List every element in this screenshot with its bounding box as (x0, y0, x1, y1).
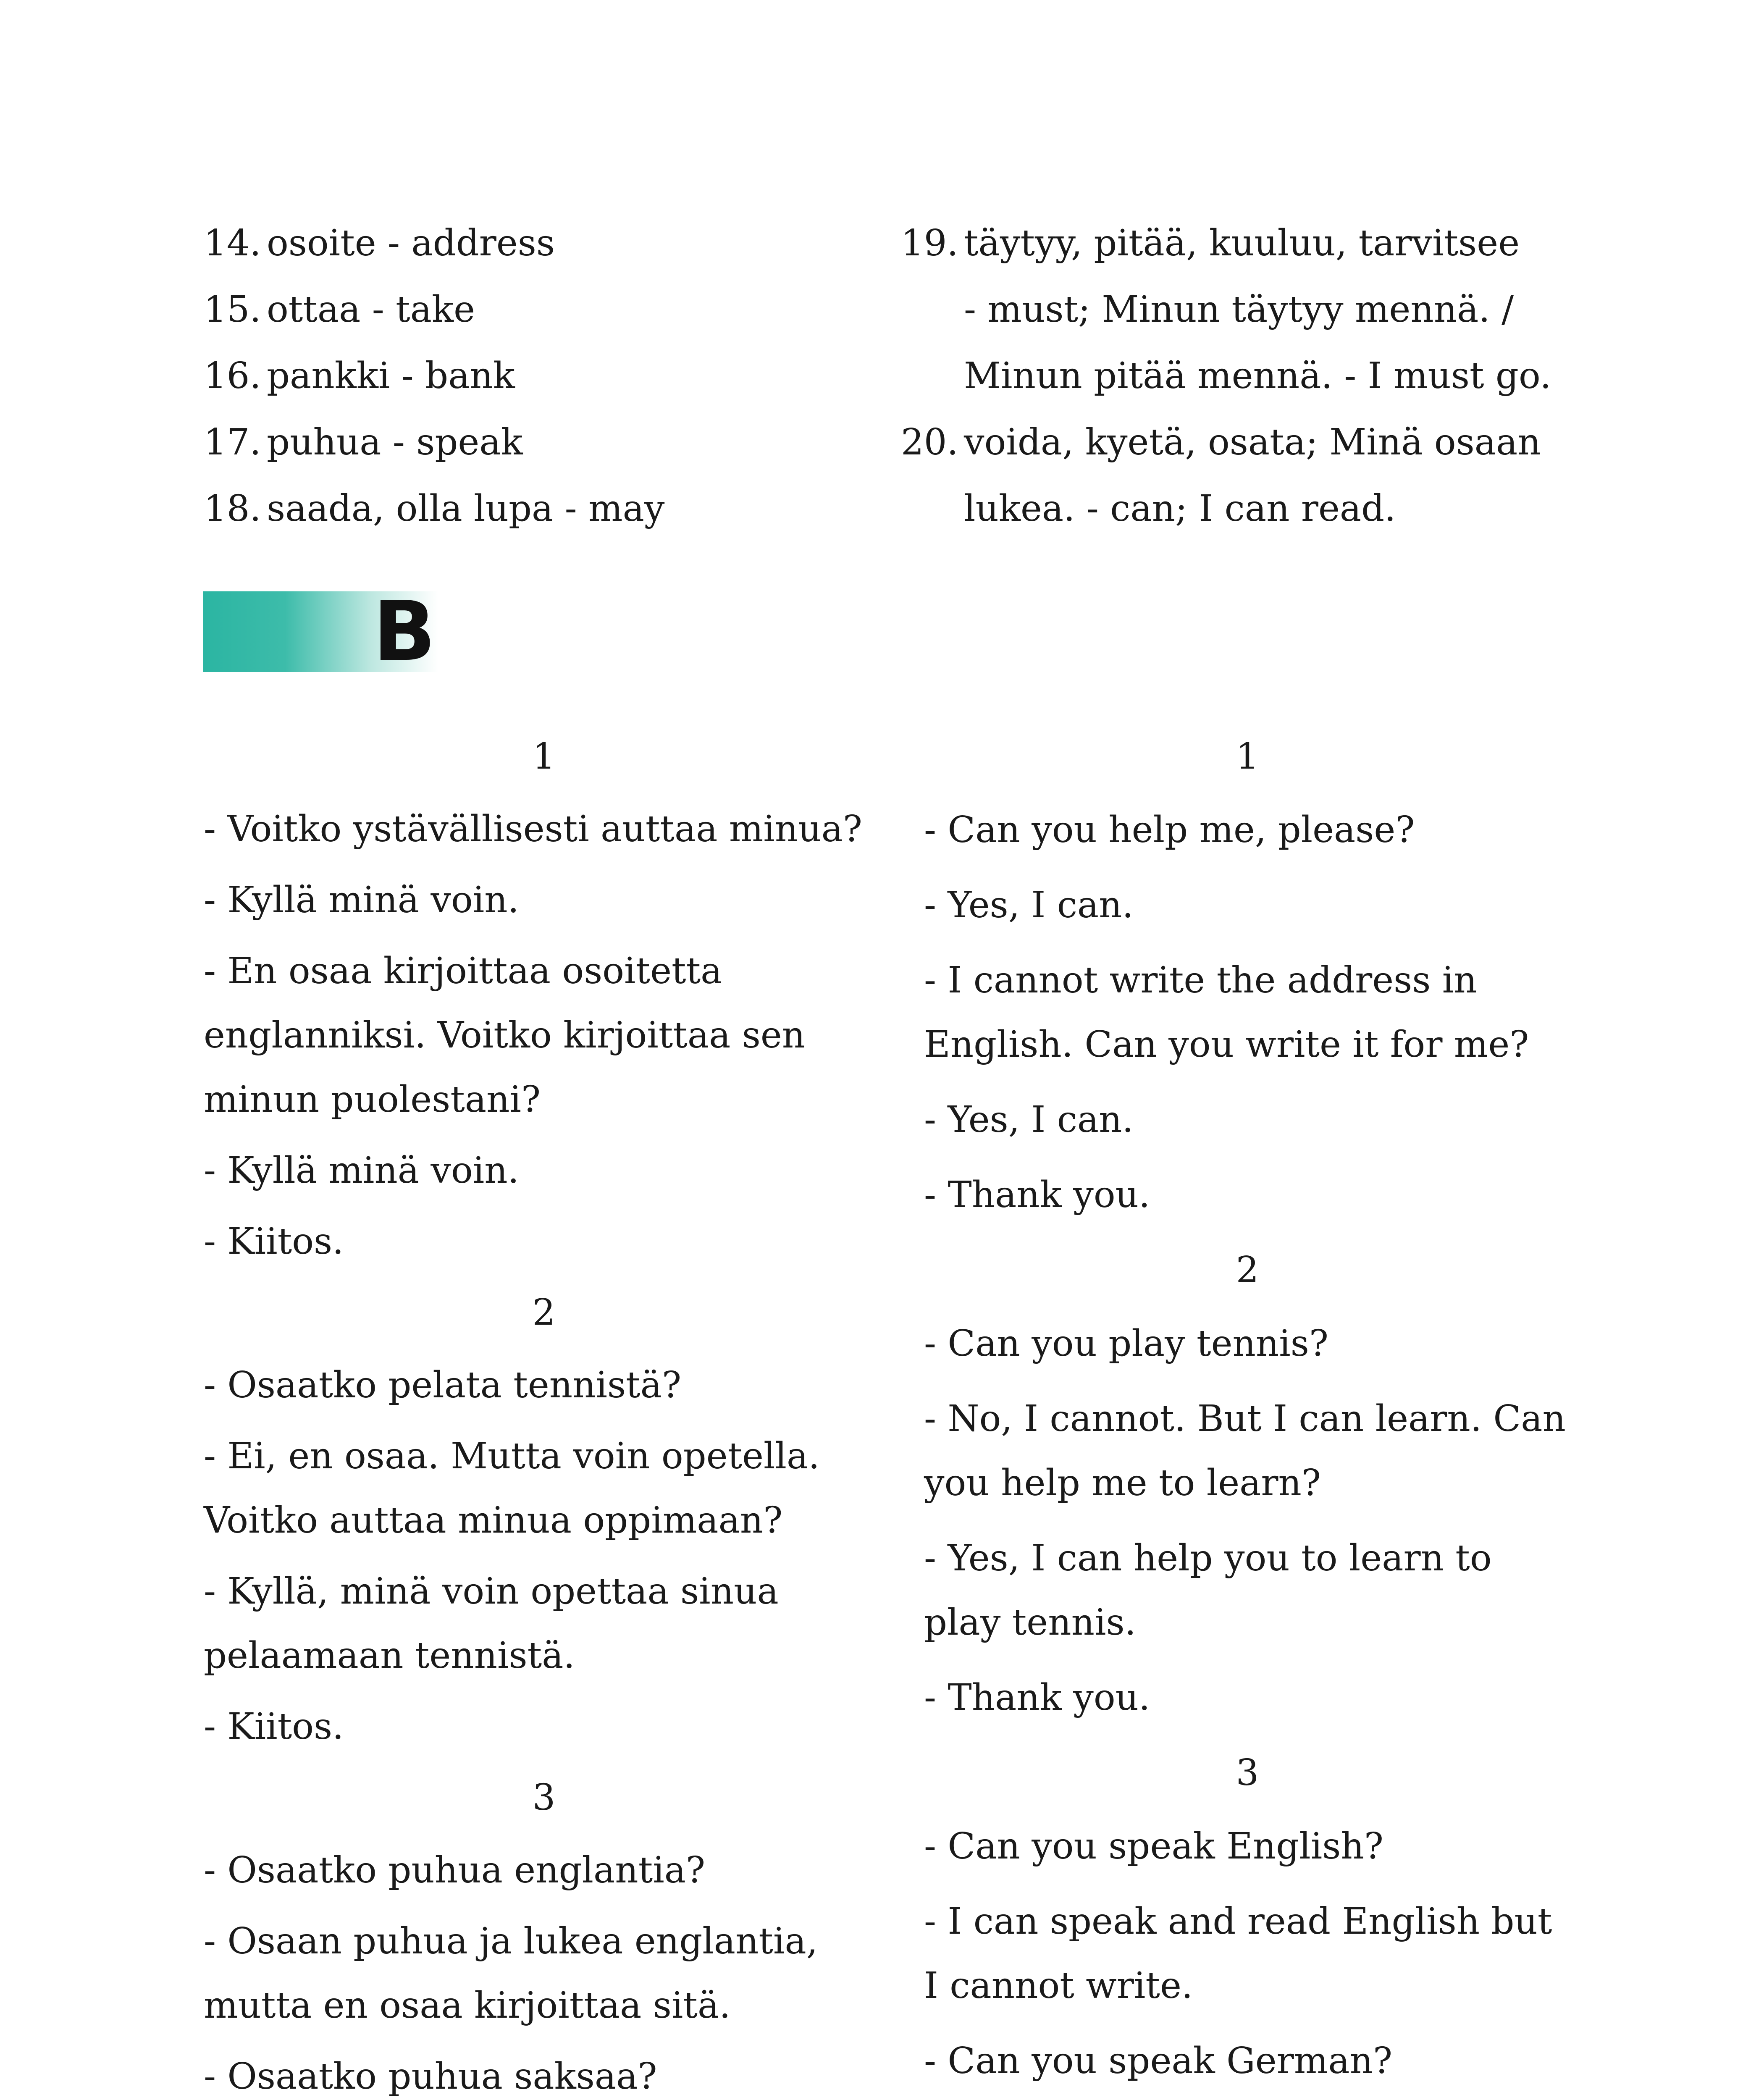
vocab-item (901, 409, 1598, 475)
dialogue-line: - Can you help me, please? (924, 809, 1415, 851)
vocab-number: 14. (204, 222, 261, 264)
dialogue-line: - Osaan puhua ja lukea englantia, mutta en osaa kirjoittaa sitä. (204, 1920, 818, 2026)
dialogue-line: - Kyllä minä voin. (204, 1150, 519, 1192)
vocab-text: osoite - address (267, 222, 555, 264)
vocab-text-continuation: Minun pitää mennä. - I must go. (964, 355, 1551, 397)
vocab-number: 15. (204, 289, 261, 331)
vocab-text: puhua - speak (267, 421, 523, 463)
dialogue-number: 2 (532, 1292, 556, 1334)
vocab-text: saada, olla lupa - may (267, 488, 665, 530)
dialogue-line: - En osaa kirjoittaa osoitetta englanniksi. Voitko kirjoittaa sen minun puolestani? (204, 950, 806, 1121)
vocab-item (204, 210, 859, 276)
vocab-item (204, 343, 859, 409)
vocabulary-column-left (204, 210, 859, 542)
dialogue-line: - Can you speak German? (924, 2040, 1393, 2082)
dialogue-line: - Thank you. (924, 1677, 1150, 1719)
dialogue-number: 3 (1236, 1752, 1259, 1794)
dialogue-line: - Voitko ystävällisesti auttaa minua? (204, 808, 863, 850)
vocab-item (204, 276, 859, 343)
vocab-text: täytyy, pitää, kuuluu, tarvitsee (964, 222, 1520, 264)
vocab-item (204, 475, 859, 542)
dialogue-number: 2 (1236, 1249, 1259, 1291)
dialogue-line: - Can you speak English? (924, 1825, 1383, 1867)
dialogue-line: - Kiitos. (204, 1706, 344, 1748)
vocab-number: 18. (204, 488, 261, 530)
dialogue-line: - Osaatko pelata tennistä? (204, 1364, 682, 1406)
dialogue-line: - Yes, I can. (924, 1099, 1134, 1141)
finnish-dialogues (204, 724, 884, 2100)
vocab-item (901, 210, 1598, 276)
dialogue-number: 1 (1236, 735, 1259, 777)
dialogue-line: - Kiitos. (204, 1221, 344, 1263)
vocab-number: 16. (204, 355, 261, 397)
vocab-number: 19. (901, 222, 958, 264)
vocabulary-column-right (901, 210, 1598, 542)
dialogue-line: - Kyllä minä voin. (204, 879, 519, 921)
section-letter: B (373, 584, 436, 680)
dialogue-line: - Thank you. (924, 1174, 1150, 1216)
section-heading (203, 584, 438, 680)
dialogue-line: - Yes, I can help you to learn to play tennis. (924, 1537, 1492, 1643)
vocab-number: 17. (204, 421, 261, 463)
vocab-number: 20. (901, 421, 958, 463)
dialogue-line: - Kyllä, minä voin opettaa sinua pelaamaan tennistä. (204, 1570, 779, 1677)
dialogue-number: 3 (532, 1777, 556, 1819)
dialogue-line: - No, I cannot. But I can learn. Can you help me to learn? (924, 1398, 1566, 1504)
dialogue-line: - Can you play tennis? (924, 1323, 1329, 1365)
dialogue-number: 1 (532, 735, 556, 777)
vocab-text-continuation: - must; Minun täytyy mennä. / (964, 289, 1514, 331)
vocab-item (204, 409, 859, 475)
dialogue-line: - Osaatko puhua saksaa? (204, 2055, 657, 2097)
dialogue-line: - Ei, en osaa. Mutta voin opetella. Voitko auttaa minua oppimaan? (204, 1435, 820, 1541)
english-dialogues (924, 724, 1571, 2100)
dialogue-line: - Yes, I can. (924, 884, 1134, 926)
vocab-text: pankki - bank (267, 355, 515, 397)
dialogue-line: - I cannot write the address in English. Can you write it for me? (924, 959, 1529, 1066)
vocab-text: voida, kyetä, osata; Minä osaan (964, 421, 1541, 463)
vocab-text: ottaa - take (267, 289, 475, 331)
dialogue-line: - Osaatko puhua englantia? (204, 1849, 706, 1891)
dialogue-line: - I can speak and read English but I cannot write. (924, 1900, 1552, 2007)
vocab-text-continuation: lukea. - can; I can read. (964, 488, 1396, 530)
